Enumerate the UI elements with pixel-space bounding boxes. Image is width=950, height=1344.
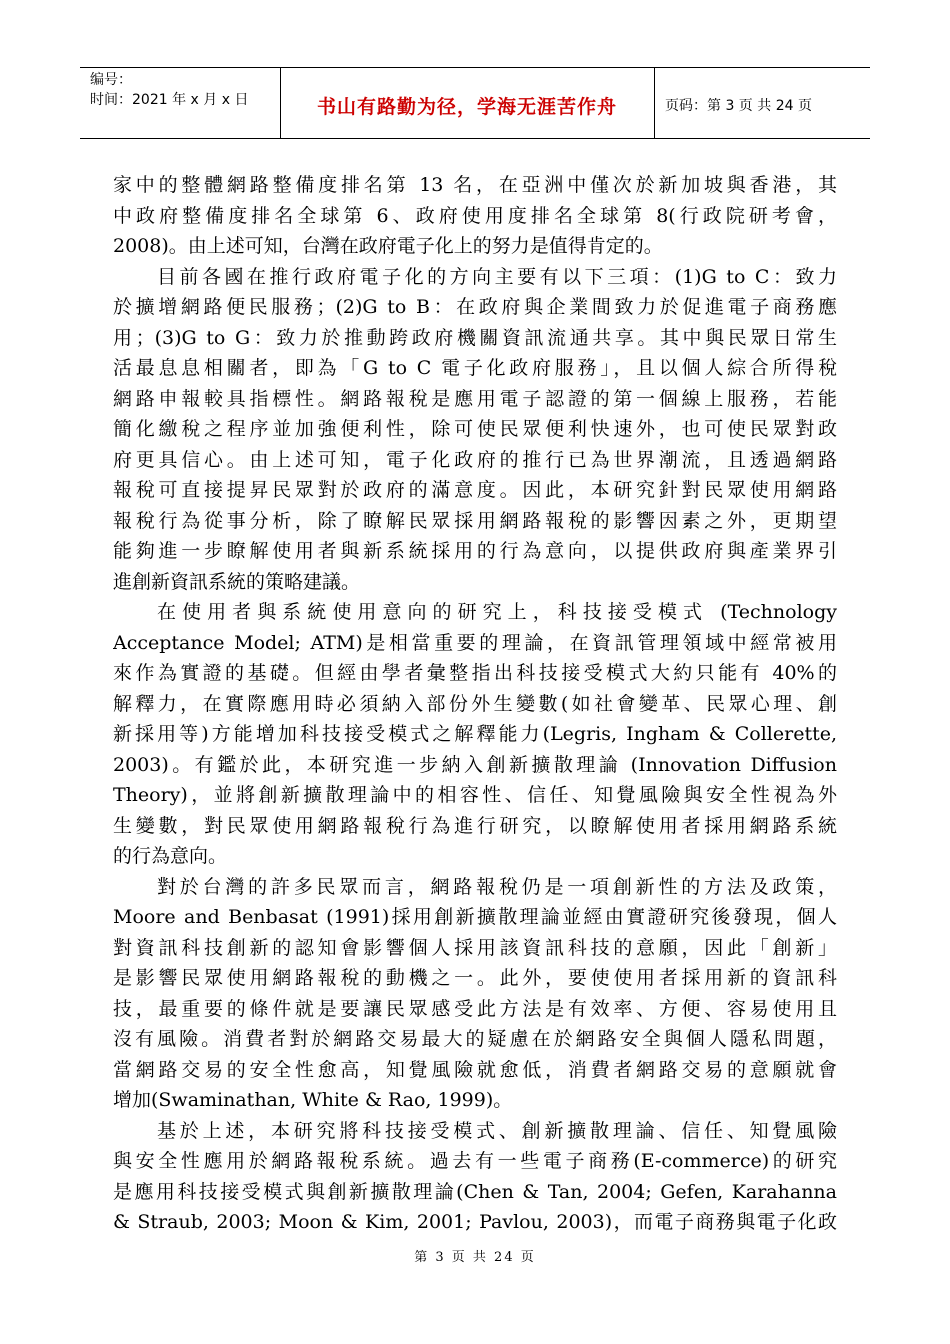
body-line: 進創新資訊系統的策略建議。 (113, 570, 361, 593)
body-line: Moore and Benbasat (1991)採用創新擴散理論並經由實證研究後發現，個人 (113, 906, 837, 928)
document-number-label: 编号： (90, 72, 132, 88)
body-line: 基於上述，本研究將科技接受模式、創新擴散理論、信任、知覺風險 (157, 1119, 837, 1142)
page-header (80, 67, 870, 139)
body-line: 是應用科技接受模式與創新擴散理論(Chen & Tan, 2004; Gefen, Karahanna (113, 1180, 837, 1203)
body-line: & Straub, 2003; Moon & Kim, 2001; Pavlou, 2003)，而電子商務與電子化政 (113, 1211, 837, 1233)
body-line: 的行為意向。 (113, 845, 228, 867)
body-line: 是影響民眾使用網路報稅的動機之一。此外，要使使用者採用新的資訊科 (113, 967, 837, 989)
body-line: 與安全性應用於網路報稅系統。過去有一些電子商務(E-commerce)的研究 (113, 1150, 837, 1172)
body-line: 中政府整備度排名全球第 6、政府使用度排名全球第 8(行政院研考會， (113, 204, 837, 227)
header-page-cell (655, 68, 870, 138)
body-line: Acceptance Model; ATM)是相當重要的理論，在資訊管理領域中經常被用 (113, 631, 837, 654)
body-line: 報稅可直接提昇民眾對於政府的滿意度。因此，本研究針對民眾使用網路 (113, 479, 837, 501)
body-line: 新採用等)方能增加科技接受模式之解釋能力(Legris, Ingham & Collerette, (113, 723, 837, 745)
body-line: 增加(Swaminathan, White & Rao, 1999)。 (113, 1089, 513, 1111)
body-line: 能夠進一步瞭解使用者與新系統採用的行為意向，以提供政府與產業界引 (113, 540, 837, 562)
body-line: 對於台灣的許多民眾而言，網路報稅仍是一項創新性的方法及政策， (157, 875, 837, 898)
body-line: 解釋力，在實際應用時必須納入部份外生變數(如社會變革、民眾心理、創 (113, 692, 837, 715)
body-line: 對資訊科技創新的認知會影響個人採用該資訊科技的意願，因此「創新」 (113, 936, 837, 959)
body-line: 於擴增網路便民服務；(2)G to B：在政府與企業間致力於促進電子商務應 (113, 296, 837, 318)
body-line: 2008)。由上述可知，台灣在政府電子化上的努力是值得肯定的。 (113, 235, 663, 257)
body-line: 沒有風險。消費者對於網路交易最大的疑慮在於網路安全與個人隱私問題， (113, 1028, 837, 1050)
body-line: 簡化繳稅之程序並加強便利性，除可使民眾便利快速外，也可使民眾對政 (113, 418, 837, 440)
body-line: 報稅行為從事分析，除了瞭解民眾採用網路報稅的影響因素之外，更期望 (113, 509, 837, 532)
body-line: 活最息息相關者，即為「G to C 電子化政府服務」，且以個人綜合所得稅 (113, 357, 837, 379)
page-footer: 第 3 页 共 24 页 (414, 1250, 536, 1265)
body-line: 府更具信心。由上述可知，電子化政府的推行已為世界潮流，且透過網路 (113, 448, 837, 471)
header-page-info: 页码：第 3 页 共 24 页 (665, 98, 812, 114)
body-line: Theory)，並將創新擴散理論中的相容性、信任、知覺風險與安全性視為外 (113, 784, 837, 806)
body-line: 來作為實證的基礎。但經由學者彙整指出科技接受模式大約只能有 40%的 (113, 662, 837, 684)
body-line: 2003)。有鑑於此，本研究進一步納入創新擴散理論 (Innovation Diffusion (113, 753, 837, 776)
header-meta-cell (80, 68, 281, 138)
body-line: 目前各國在推行政府電子化的方向主要有以下三項：(1)G to C：致力 (157, 265, 837, 288)
body-line: 生變數，對民眾使用網路報稅行為進行研究，以瞭解使用者採用網路系統 (113, 814, 837, 837)
body-line: 家中的整體網路整備度排名第 13 名，在亞洲中僅次於新加坡與香港，其 (113, 174, 837, 196)
body-line: 在使用者與系統使用意向的研究上，科技接受模式 (Technology (157, 601, 837, 623)
header-motto-cell (280, 68, 655, 138)
document-date-label: 时间：2021 年 x 月 x 日 (90, 92, 249, 108)
body-line: 用；(3)G to G：致力於推動跨政府機關資訊流通共享。其中與民眾日常生 (113, 326, 837, 349)
document-body (113, 170, 837, 1238)
body-line: 技，最重要的條件就是要讓民眾感受此方法是有效率、方便、容易使用且 (113, 997, 837, 1020)
body-line: 網路申報較具指標性。網路報稅是應用電子認證的第一個線上服務，若能 (113, 387, 837, 410)
body-line: 當網路交易的安全性愈高，知覺風險就愈低，消費者網路交易的意願就會 (113, 1058, 837, 1081)
header-motto: 书山有路勤为径，学海无涯苦作舟 (316, 96, 617, 118)
